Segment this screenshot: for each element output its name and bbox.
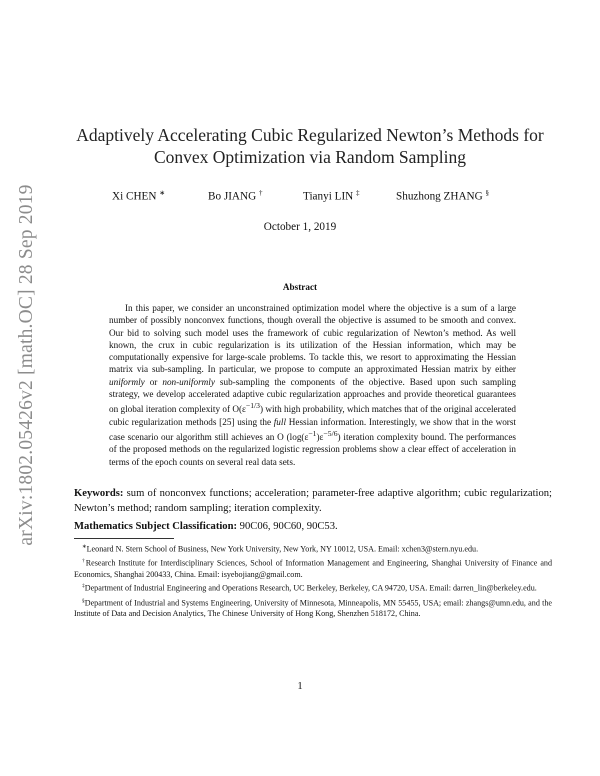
abstract-exponent: −1 [308, 429, 317, 439]
abstract-text: ) iteration complexity bound. The performances of the proposed methods on the regularized logistic regression problems show a clear effect of acceleration in terms of the epoch counts on several real data sets. [109, 432, 516, 467]
abstract-text: or [144, 376, 163, 387]
footnote-mark: ‡ [82, 583, 85, 590]
page-number: 1 [297, 681, 303, 692]
footnote-text: Department of Industrial and Systems Engineering, University of Minnesota, Minneapolis, MN 55455, USA; email: zhangs@umn.edu, and the Institute of Data and Decision Analytics, The Chinese University of Hong Kong, Shenzhen 518172, China. [74, 598, 552, 619]
footnotes [74, 542, 552, 621]
publication-date: October 1, 2019 [263, 221, 337, 233]
footnote-text: Department of Industrial Engineering and Operations Research, UC Berkeley, Berkeley, CA 94720, USA. Email: darren_lin@berkeley.edu. [84, 584, 537, 594]
abstract-text: Hessian information. Interestingly, we show that in the worst case scenario our algorithm still achieves an O (log(ε [109, 416, 516, 443]
author-list [0, 189, 600, 205]
author-footnote-mark: † [258, 189, 263, 197]
footnote-divider [74, 538, 174, 539]
title-line-2: Convex Optimization via Random Sampling [153, 147, 467, 167]
abstract-body [109, 302, 516, 468]
footnote-mark: ∗ [82, 544, 87, 550]
msc-codes: 90C06, 90C60, 90C53. [239, 521, 338, 532]
footnote-3 [74, 581, 552, 594]
abstract-text: sub-sampling the components of the objective. Based upon such sampling strategy, we develop accelerated adaptive cubic regularization approaches and provide theoretical guarantees on global iteration complexity of O(ε [109, 376, 516, 415]
paper-title [60, 124, 560, 168]
author-name: Shuzhong ZHANG [396, 190, 483, 203]
footnote-mark: † [82, 558, 86, 565]
keywords-text: sum of nonconvex functions; acceleration; parameter-free adaptive algorithm; cubic regularization; Newton’s method; random sampling; iteration complexity. [74, 488, 552, 514]
author-name: Bo JIANG [208, 190, 257, 203]
abstract-text: )ε [316, 432, 324, 443]
author-footnote-mark: § [485, 189, 489, 197]
abstract-text: ) with high probability, which matches that of the original accelerated cubic regularization methods [25] using the [109, 404, 516, 427]
footnote-text: Leonard N. Stern School of Business, New York University, New York, NY 10012, USA. Email: xchen3@stern.nyu.edu. [86, 544, 479, 554]
author-4 [396, 189, 489, 203]
msc-section [74, 520, 552, 534]
author-name: Tianyi LIN [303, 190, 354, 203]
author-1 [112, 189, 165, 203]
author-footnote-mark: ‡ [356, 189, 360, 197]
footnote-4 [74, 596, 552, 620]
abstract-emphasis: full [273, 416, 287, 427]
abstract-emphasis: non-uniformly [162, 376, 215, 387]
author-footnote-mark: ∗ [159, 189, 166, 197]
abstract-text: In this paper, we consider an unconstrained optimization model where the objective is a sum of a large number of possibly nonconvex functions, though overall the objective is assumed to be smooth and convex. Our bid to solving such model uses the framework of cubic regularization of Newton’s method. As well known, the crux in cubic regularization is its utilization of the Hessian information, which may be computationally expensive for large-scale problems. To tackle this, we resort to approximating the Hessian matrix via sub-sampling. In particular, we propose to compute an approximated Hessian matrix by either [109, 303, 516, 375]
title-line-1: Adaptively Accelerating Cubic Regularized Newton’s Methods for [76, 125, 544, 145]
msc-label: Mathematics Subject Classification: [74, 521, 238, 532]
abstract-exponent: −5/6 [323, 429, 338, 439]
footnote-1 [74, 542, 552, 555]
footnote-2 [74, 556, 552, 580]
author-2 [208, 189, 262, 203]
abstract-heading: Abstract [282, 282, 318, 292]
footnote-mark: § [82, 597, 85, 604]
author-3 [303, 189, 360, 203]
arxiv-identifier: arXiv:1802.05426v2 [math.OC] 28 Sep 2019 [16, 184, 37, 546]
keywords-label: Keywords: [74, 488, 124, 499]
keywords-section [74, 487, 552, 516]
abstract-emphasis: uniformly [109, 376, 145, 387]
footnote-text: Research Institute for Interdisciplinary Sciences, School of Information Management and Engineering, Shanghai University of Finance and Economics, Shanghai 200433, China. Email: isyebojiang@gmail.com. [74, 558, 553, 579]
author-name: Xi CHEN [112, 190, 157, 203]
abstract-exponent: −1/3 [245, 401, 260, 411]
